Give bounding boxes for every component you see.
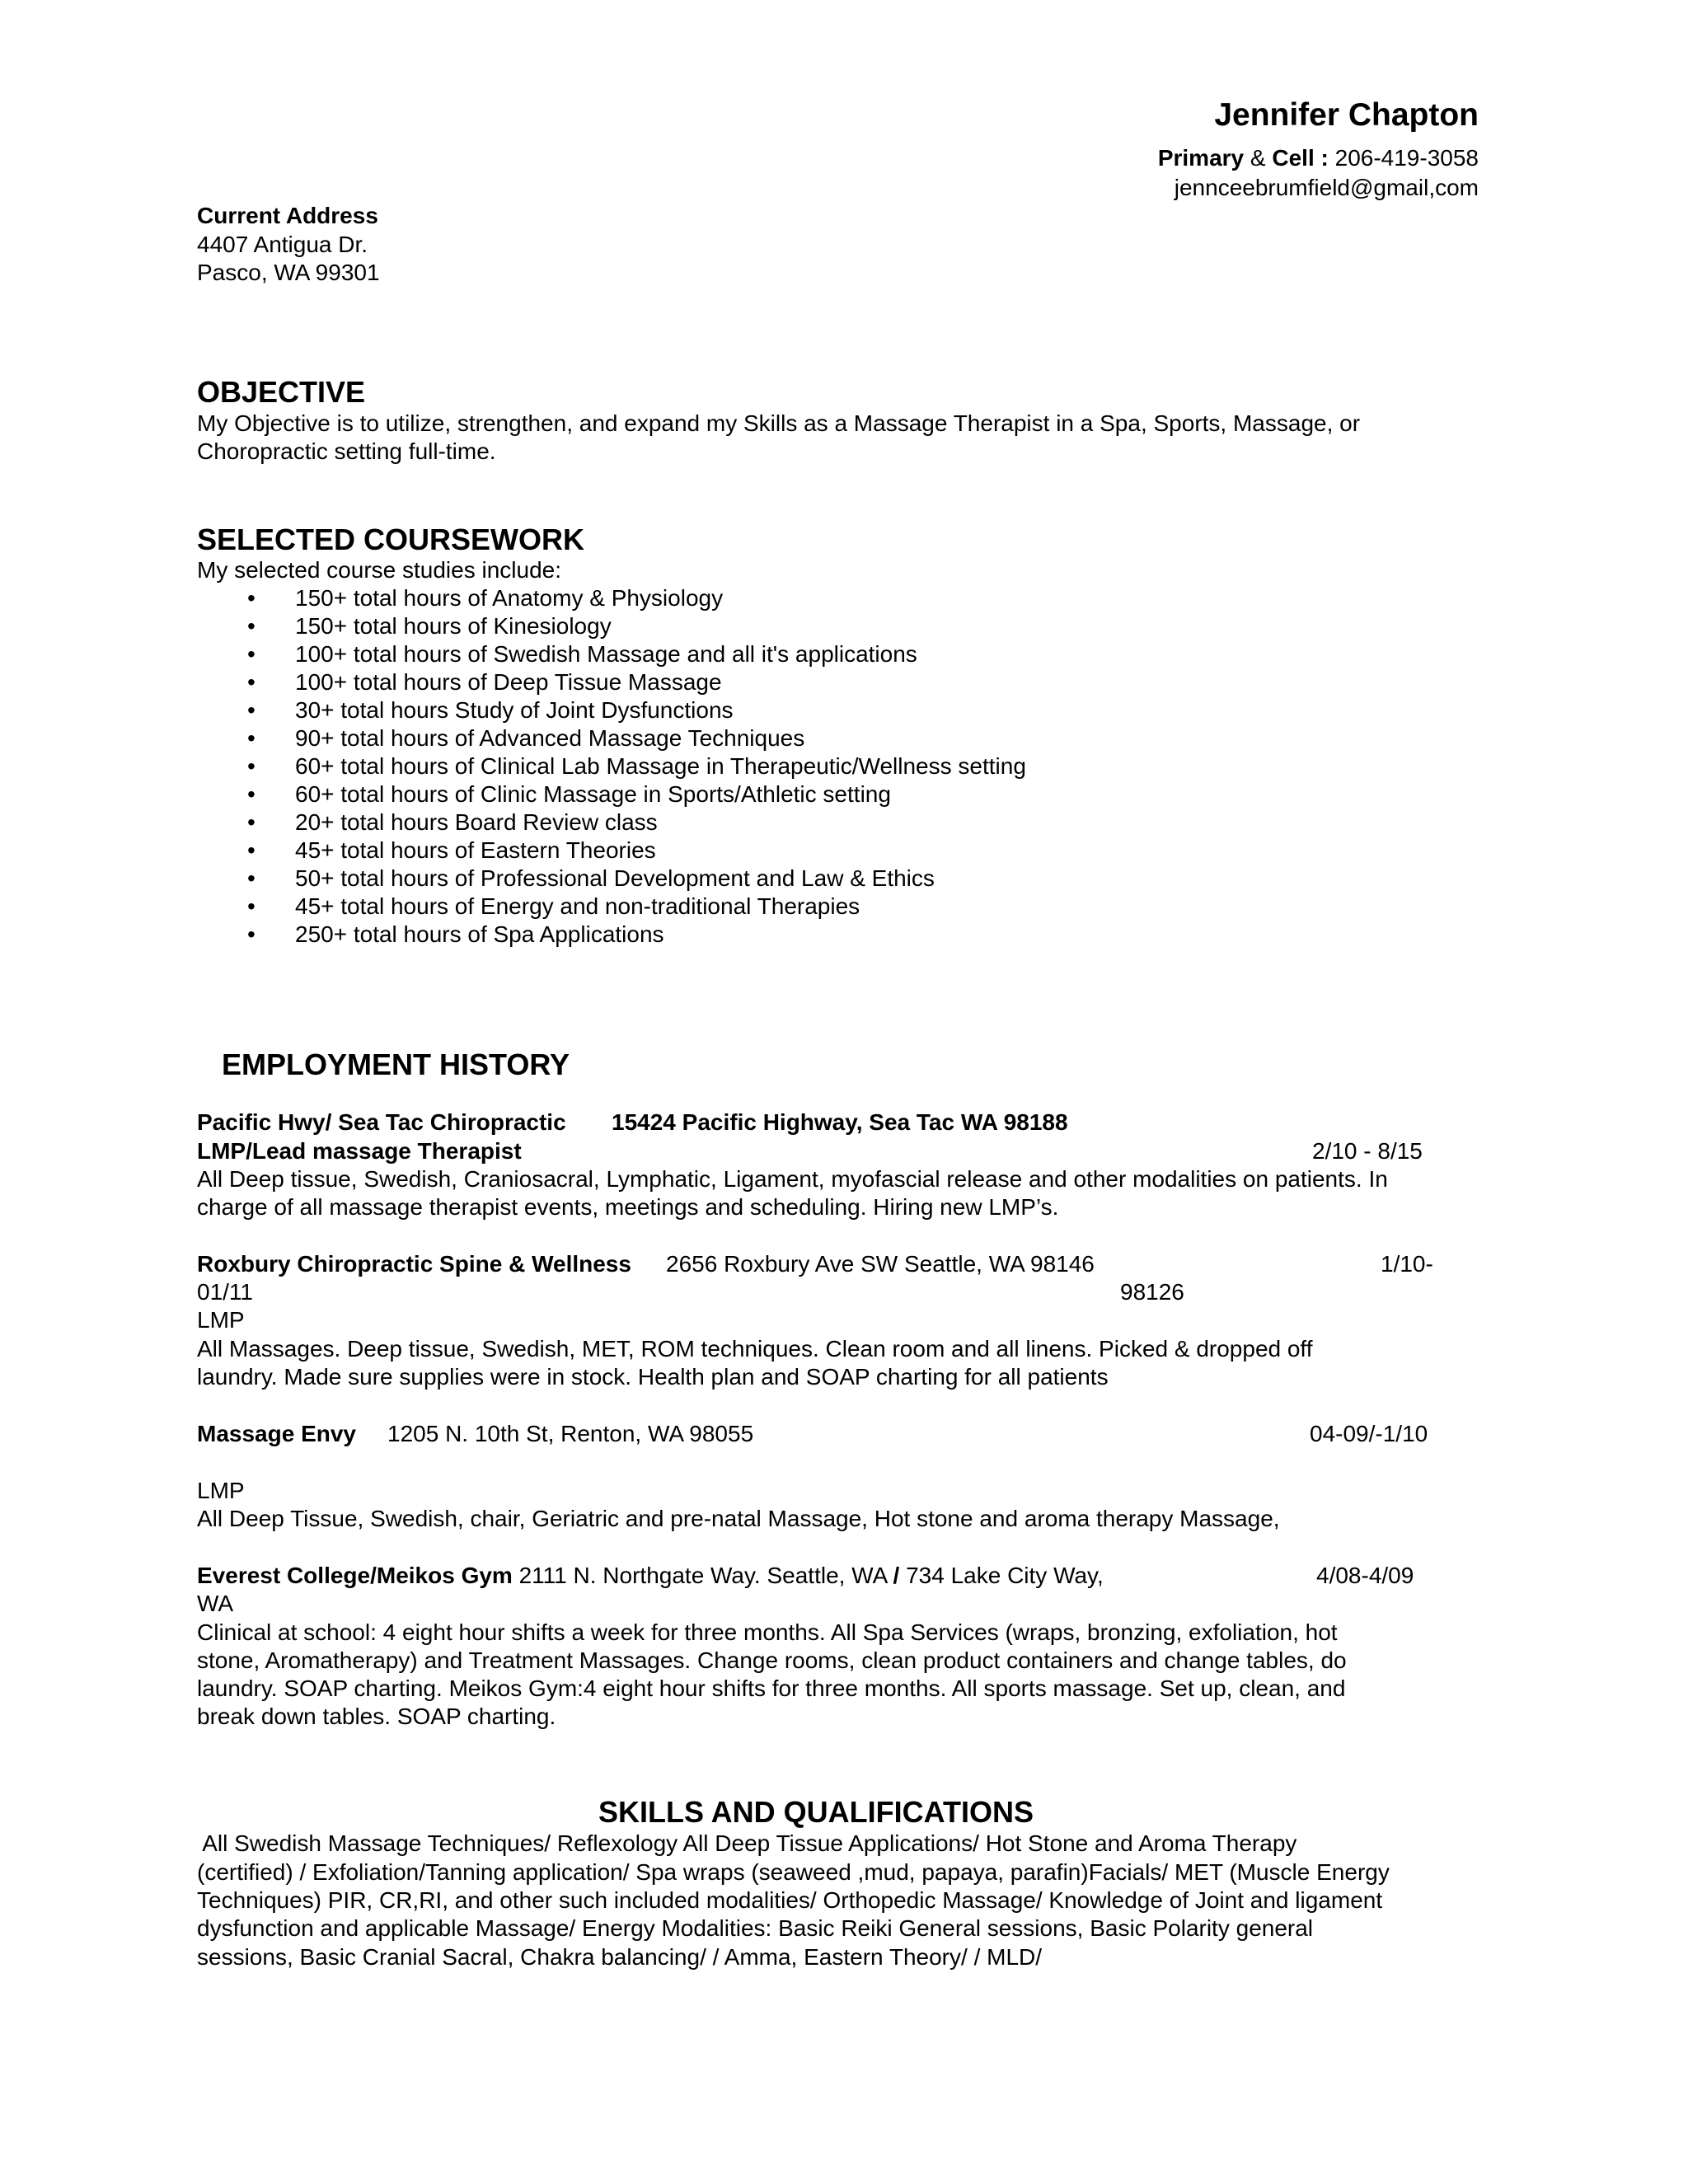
job2-dates: 1/10- [1381,1251,1433,1277]
job1-desc-line: All Deep tissue, Swedish, Craniosacral, Lymphatic, Ligament, myofascial release and other modalities on patients. In [197,1166,1388,1192]
skills-text-line: (certified) / Exfoliation/Tanning application/ Spa wraps (seaweed ,mud, papaya, parafin)Facials/ MET (Muscle Energy [197,1859,1390,1885]
list-item-text: 60+ total hours of Clinical Lab Massage in Therapeutic/Wellness setting [295,753,1026,779]
objective-text-line: Choropractic setting full-time. [197,438,496,464]
job4-dates: 4/08-4/09 [1316,1563,1414,1588]
phone-label-amp: & [1250,145,1266,171]
phone-line [1158,144,1479,172]
skills-text-line: Techniques) PIR, CR,RI, and other such included modalities/ Orthopedic Massage/ Knowledge of Joint and ligament [197,1887,1383,1913]
bullet: • [247,865,256,891]
address-street: 4407 Antigua Dr. [197,232,368,257]
list-item-text: 45+ total hours of Eastern Theories [295,837,656,863]
bullet: • [247,921,256,947]
job3-desc-line: All Deep Tissue, Swedish, chair, Geriatric and pre-natal Massage, Hot stone and aroma therapy Massage, [197,1506,1280,1531]
employment-heading: EMPLOYMENT HISTORY [222,1047,570,1081]
job4-address-b: 734 Lake City Way, [906,1563,1104,1588]
job1-title: LMP/Lead massage Therapist [197,1138,522,1164]
job1-address: 15424 Pacific Highway, Sea Tac WA 98188 [612,1109,1068,1135]
skills-heading: SKILLS AND QUALIFICATIONS [598,1795,1034,1829]
job2-desc-line: laundry. Made sure supplies were in stock. Health plan and SOAP charting for all patients [197,1364,1109,1390]
list-item-text: 100+ total hours of Swedish Massage and all it's applications [295,641,917,667]
phone-label-primary: Primary [1157,145,1245,171]
bullet: • [247,781,256,807]
objective-text-line: My Objective is to utilize, strengthen, and expand my Skills as a Massage Therapist in a Spa, Sports, Massage, or [197,410,1361,436]
bullet: • [247,641,256,667]
job2-title: LMP [197,1307,245,1333]
objective-heading: OBJECTIVE [197,375,366,409]
email: jennceebrumfield@gmail,com [1174,175,1479,200]
bullet: • [247,613,256,639]
list-item-text: 250+ total hours of Spa Applications [295,921,664,947]
job4-desc-line: Clinical at school: 4 eight hour shifts a week for three months. All Spa Services (wraps, bronzing, exfoliation, hot [197,1619,1338,1645]
bullet: • [247,837,256,863]
job4-address-a: 2111 N. Northgate Way. Seattle, WA [518,1563,887,1588]
job4-header-line [197,1562,1104,1590]
address-label: Current Address [197,203,378,228]
skills-text-line: dysfunction and applicable Massage/ Energy Modalities: Basic Reiki General sessions, Basic Polarity general [197,1915,1314,1941]
list-item-text: 100+ total hours of Deep Tissue Massage [295,669,722,695]
job3-dates: 04-09/-1/10 [1310,1421,1428,1446]
coursework-intro: My selected course studies include: [197,557,561,583]
bullet: • [247,725,256,751]
bullet: • [247,893,256,919]
list-item-text: 20+ total hours Board Review class [295,809,658,835]
job1-dates: 2/10 - 8/15 [1312,1138,1423,1164]
list-item-text: 150+ total hours of Anatomy & Physiology [295,585,724,611]
phone-number: 206-419-3058 [1334,145,1479,171]
job2-dates-cont: 01/11 [197,1279,253,1305]
coursework-heading: SELECTED COURSEWORK [197,523,585,556]
phone-label-cell: Cell : [1272,145,1329,171]
list-item-text: 150+ total hours of Kinesiology [295,613,612,639]
job2-desc-line: All Massages. Deep tissue, Swedish, MET, ROM techniques. Clean room and all linens. Picked & dropped off [197,1336,1313,1361]
job3-employer: Massage Envy [197,1421,356,1446]
job2-address: 2656 Roxbury Ave SW Seattle, WA 98146 [666,1251,1095,1277]
job2-employer: Roxbury Chiropractic Spine & Wellness [197,1251,631,1277]
job4-desc-line: break down tables. SOAP charting. [197,1704,556,1729]
skills-text-line: sessions, Basic Cranial Sacral, Chakra balancing/ / Amma, Eastern Theory/ / MLD/ [197,1944,1043,1970]
bullet: • [247,585,256,611]
bullet: • [247,809,256,835]
job1-desc-line: charge of all massage therapist events, meetings and scheduling. Hiring new LMP’s. [197,1194,1059,1220]
candidate-name: Jennifer Chapton [1214,97,1479,133]
job4-desc-line: stone, Aromatherapy) and Treatment Massages. Change rooms, clean product containers and change tables, do [197,1647,1347,1673]
skills-text-line: All Swedish Massage Techniques/ Reflexology All Deep Tissue Applications/ Hot Stone and Aroma Therapy [197,1830,1297,1856]
list-item-text: 90+ total hours of Advanced Massage Techniques [295,725,805,751]
list-item-text: 50+ total hours of Professional Development and Law & Ethics [295,865,935,891]
job4-address-sep: / [893,1563,900,1588]
job2-zip-extra: 98126 [1120,1279,1184,1305]
job3-address: 1205 N. 10th St, Renton, WA 98055 [387,1421,754,1446]
job4-address-c: WA [197,1591,234,1616]
coursework-list [0,584,1688,963]
job1-employer: Pacific Hwy/ Sea Tac Chiropractic [197,1109,566,1135]
bullet: • [247,697,256,723]
job4-desc-line: laundry. SOAP charting. Meikos Gym:4 eight hour shifts for three months. All sports massage. Set up, clean, and [197,1675,1346,1701]
list-item-text: 30+ total hours Study of Joint Dysfunctions [295,697,734,723]
list-item-text: 60+ total hours of Clinic Massage in Sports/Athletic setting [295,781,891,807]
address-city: Pasco, WA 99301 [197,260,380,285]
list-item-text: 45+ total hours of Energy and non-traditional Therapies [295,893,860,919]
bullet: • [247,753,256,779]
job4-employer: Everest College/Meikos Gym [197,1563,513,1588]
bullet: • [247,669,256,695]
job3-title: LMP [197,1478,245,1503]
